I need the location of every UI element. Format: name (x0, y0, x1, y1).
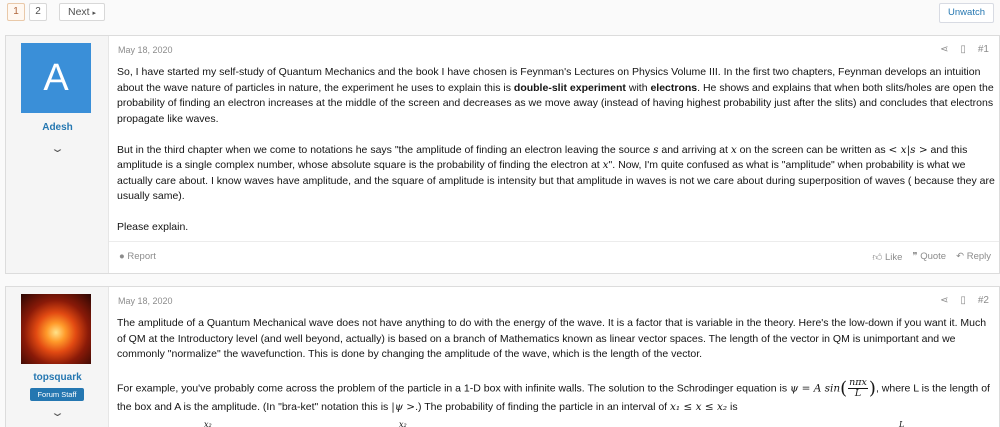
post-number[interactable]: #2 (977, 295, 989, 306)
staff-badge: Forum Staff (30, 388, 84, 401)
post-1 (5, 35, 1000, 274)
post-paragraph (117, 65, 997, 127)
math-symbol: s (653, 143, 659, 156)
page-1-button[interactable]: 1 (7, 3, 25, 21)
report-link[interactable] (119, 251, 156, 262)
username[interactable]: topsquark (33, 372, 82, 383)
post-paragraph (117, 143, 997, 205)
text-run: But in the third chapter when we come to notations he says "the amplitude of finding an electron leaving the source (117, 143, 654, 156)
top-toolbar (0, 0, 1000, 30)
avatar[interactable] (21, 43, 91, 113)
clipped-formula-fragment: L (899, 420, 905, 427)
report-label: Report (127, 251, 156, 262)
post-paragraph: The amplitude of a Quantum Mechanical wave does not have anything to do with the energy of the wave. It is a factor that is variable in the theory. Here's the low-down if you want it. Much of QM at the Introductory level (and well beyond, actually) is based on a branch of Mathematics known as linear vector spaces. The length of the vector in QM is unimportant and we commonly "normalize" the wavefunction. This is done by changing the amplitude of the wave, which is the length of the vector. (117, 317, 987, 360)
post-tools (940, 44, 989, 55)
thumbs-up-icon: 👍︎ (872, 252, 883, 263)
left-paren: ( (840, 378, 848, 399)
post-footer (109, 241, 999, 273)
fraction-denominator: L (854, 388, 862, 399)
reply-icon: ↶ (956, 251, 965, 262)
text-run: For example, you've probably come across the problem of the particle in a 1-D box with infinite walls. The solution to the Schrodinger equation is (117, 382, 790, 395)
post-number[interactable]: #1 (977, 44, 989, 55)
share-icon[interactable]: ⋖ (939, 44, 949, 55)
text-run: ". Now, I'm quite confused as what is "amplitude" when probability is what we actually care about. I know waves have amplitude, and the square of amplitude is intensity but that amplitude in waves is not we care about during superposition of waves ( because they are usually same). (117, 159, 995, 202)
text-run: So, I have started my self-study of Quantum Mechanics and the book I have chosen is Feynman's Lectures on Physics Volume III. In the first two chapters, Feynman develops an intuition about the wave nature of particles in nature, the experiment he uses to explain this is (117, 66, 981, 94)
post-tools (940, 295, 989, 306)
fraction-numerator: nπx (849, 377, 867, 388)
text-run: and this amplitude is a single complex number, whose absolute square is the probability of finding the electron at (117, 143, 968, 171)
pagination (7, 3, 105, 21)
post-paragraph (117, 378, 997, 416)
math-bra-ket: < x|s > (888, 143, 928, 156)
math-equation: ψ = A sin (790, 382, 841, 395)
quote-button[interactable] (912, 251, 946, 263)
username[interactable]: Adesh (42, 122, 73, 133)
math-symbol: x (730, 143, 737, 156)
text-run: on the screen can be written as (736, 143, 889, 156)
next-label: Next (68, 6, 90, 18)
like-label: Like (885, 252, 903, 263)
caret-right-icon: ▸ (92, 10, 97, 17)
clipped-formula-fragment: x₂ (399, 420, 407, 427)
post-paragraph: Please explain. (117, 221, 189, 233)
right-paren: ) (868, 378, 876, 399)
text-run: is (727, 401, 738, 413)
post-2 (5, 286, 1000, 427)
text-run: with (625, 81, 651, 94)
text-run: and arriving at (658, 143, 731, 156)
post-body (117, 316, 997, 427)
math-fraction (848, 378, 868, 399)
text-run: , where L is the length of the box and A is the amplitude. (In "bra-ket" notation this is (117, 382, 990, 413)
quote-icon: ❞ (912, 251, 918, 262)
math-ket: |ψ > (391, 401, 416, 413)
avatar-letter: A (43, 56, 69, 99)
chevron-down-icon[interactable]: ⌄ (50, 143, 65, 155)
bookmark-icon[interactable]: ▯ (960, 295, 966, 306)
post-body (117, 65, 997, 251)
bold-text: electrons (650, 81, 698, 94)
next-page-button[interactable] (59, 3, 105, 21)
clipped-formula-fragment: x₂ (204, 420, 212, 427)
report-icon: ● (119, 251, 125, 262)
reply-label: Reply (966, 251, 991, 262)
avatar[interactable] (21, 294, 91, 364)
post-user-column (6, 36, 109, 273)
post-user-column (6, 287, 109, 427)
share-icon[interactable]: ⋖ (939, 295, 949, 306)
reply-button[interactable] (956, 251, 991, 263)
post-date[interactable]: May 18, 2020 (118, 45, 173, 55)
math-symbol: x (602, 159, 609, 171)
text-run: .) The probability of finding the particle in an interval of (415, 401, 670, 413)
bold-text: double-slit experiment (513, 81, 626, 94)
unwatch-button[interactable]: Unwatch (939, 3, 994, 23)
text-run: . He shows and explains that when both slits/holes are open the probability of finding an electron increases at the middle of the screen and decreases as we move away (instead of having highest probability just after the slits) and concludes that electrons propagate like waves. (117, 81, 994, 125)
chevron-down-icon[interactable]: ⌄ (50, 407, 65, 419)
math-interval: x₁ ≤ x ≤ x₂ (670, 401, 728, 413)
like-button[interactable] (872, 251, 902, 263)
bookmark-icon[interactable]: ▯ (960, 44, 966, 55)
post-date[interactable]: May 18, 2020 (118, 296, 173, 306)
footer-actions (872, 251, 991, 263)
quote-label: Quote (920, 251, 947, 262)
page-2-button[interactable]: 2 (29, 3, 47, 21)
